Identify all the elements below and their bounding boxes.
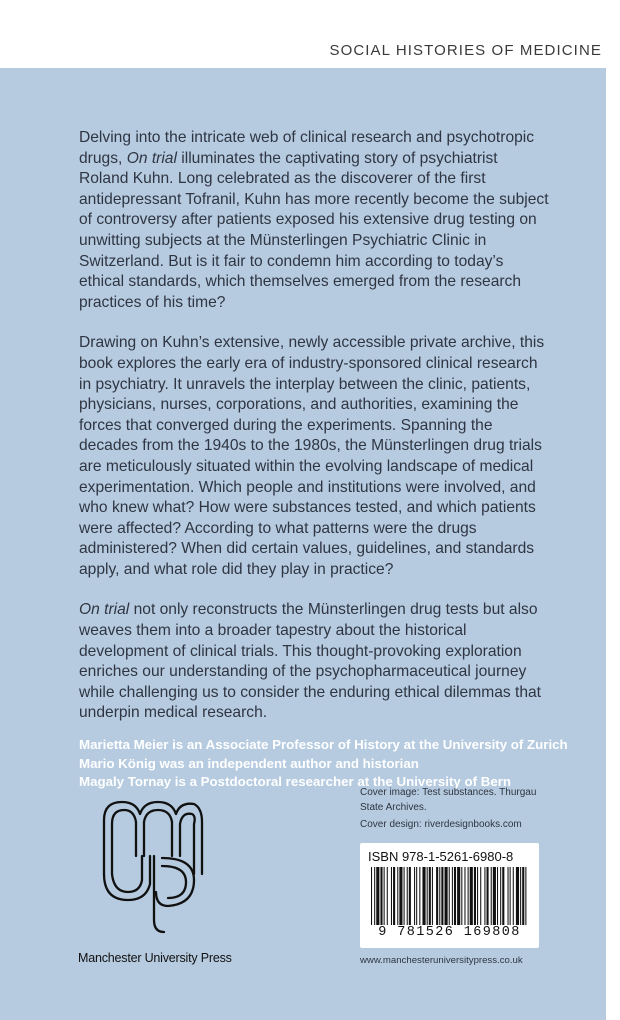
cover-credits [360, 786, 545, 836]
barcode-bar [508, 867, 509, 925]
blurb-paragraph-3 [79, 600, 551, 724]
barcode-bar [497, 867, 498, 925]
barcode-bar [414, 867, 415, 925]
barcode-box [360, 843, 539, 948]
barcode-bar [371, 867, 372, 925]
barcode-bar [441, 867, 443, 925]
author-bio: Magaly Tornay is a Postdoctoral researcher at the University of Bern [79, 774, 512, 790]
barcode-bar [432, 867, 433, 925]
barcode-bar [419, 867, 420, 925]
barcode-bar [445, 867, 448, 925]
barcode-bar [461, 867, 462, 925]
barcode-bar [407, 867, 408, 925]
blurb-paragraph-1 [79, 128, 551, 313]
barcode-bar [457, 867, 460, 925]
author-bios [79, 736, 568, 792]
blurb-p3-rest: not only reconstructs the Münsterlingen drug tests but also weaves them into a broader tapestry about the historical development of clinical trials. This thought-provoking exploration enriches our understanding of the psychopharmaceutical journey while challenging us to consider the enduring ethical dilemmas that underpin medical research. [79, 601, 542, 722]
barcode-bar [470, 867, 473, 925]
barcode-bar [502, 867, 504, 925]
barcode-bar [520, 867, 521, 925]
barcode-bar [376, 867, 379, 925]
barcode-bar [399, 867, 402, 925]
barcode-bar [491, 867, 492, 925]
barcode-bar [452, 867, 453, 925]
barcode-bar [525, 867, 526, 925]
barcode-bar [429, 867, 431, 925]
barcode-bar [374, 867, 375, 925]
barcode-bar [480, 867, 481, 925]
barcode-bar [380, 867, 382, 925]
cover-image-credit: Cover image: Test substances. Thurgau State Archives. [360, 787, 537, 813]
blurb [79, 128, 568, 792]
author-bio: Mario König was an independent author and historian [79, 755, 419, 771]
barcode-digits: 9 781526 169808 [378, 925, 521, 940]
barcode-bar [393, 867, 395, 925]
blurb-p1-rest: illuminates the captivating story of psychiatrist Roland Kuhn. Long celebrated as the discoverer of the first antidepressant Tofranil, Kuhn has more recently become the subject of controversy after patients exposed his extensive drug testing on unwitting subjects at the Münsterlingen Psychiatric Clinic in Switzerland. But is it fair to condemn him according to today’s ethical standards, which themselves emerged from the research practices of his time? [79, 149, 549, 311]
spine-edge [606, 68, 620, 1020]
barcode-bar [391, 867, 392, 925]
barcode-bar [409, 867, 411, 925]
author-bio: Marietta Meier is an Associate Professor of History at the University of Zurich [79, 737, 568, 753]
barcode-bar [454, 867, 456, 925]
top-band [0, 0, 620, 68]
barcode-bar [449, 867, 450, 925]
isbn-label: ISBN 978-1-5261-6980-8 [368, 849, 514, 864]
cover-design-credit: Cover design: riverdesignbooks.com [360, 819, 522, 830]
barcode-bar [404, 867, 405, 925]
barcode-bars [371, 867, 528, 925]
barcode-bar [500, 867, 501, 925]
barcode-bar [513, 867, 514, 925]
barcode-bar [477, 867, 478, 925]
barcode-bar [416, 867, 417, 925]
barcode-bar [484, 867, 485, 925]
blurb-paragraph-2: Drawing on Kuhn’s extensive, newly accessible private archive, this book explores the early era of industry-sponsored clinical research in psychiatry. It unravels the interplay between the clinic, patients, physicians, nurses, corporations, and authorities, examining the forces that converged during the experiments. Spanning the decades from the 1940s to the 1980s, the Münsterlingen drug trials are meticulously situated within the evolving landscape of medical experimentation. Which people and institutions were involved, and who knew what? How were substances tested, and which patients were affected? According to what patterns were the drugs administered? When did certain values, guidelines, and standards apply, and what role did they play in practice? [79, 334, 545, 578]
barcode-bar [422, 867, 425, 925]
book-title-inline: On trial [126, 149, 177, 167]
barcode-bar [387, 867, 388, 925]
publisher-url: www.manchesteruniversitypress.co.uk [360, 955, 523, 966]
barcode-bar [384, 867, 385, 925]
barcode-bar [487, 867, 489, 925]
mup-monogram-icon [98, 796, 206, 938]
barcode-bar [468, 867, 469, 925]
barcode-bar [510, 867, 511, 925]
barcode-bar [436, 867, 438, 925]
publisher-name: Manchester University Press [78, 951, 232, 965]
barcode-bar [474, 867, 476, 925]
barcode-bar [464, 867, 465, 925]
barcode-bar [439, 867, 440, 925]
barcode-bar [493, 867, 496, 925]
barcode-bar [522, 867, 524, 925]
series-title: SOCIAL HISTORIES OF MEDICINE [329, 42, 602, 59]
blurb-p1-lead: Delving into the intricate web of clinical research and psychotropic drugs, [79, 129, 535, 167]
barcode-bar [427, 867, 428, 925]
barcode-bar [397, 867, 398, 925]
barcode-bar [516, 867, 519, 925]
book-title-inline: On trial [79, 601, 130, 619]
